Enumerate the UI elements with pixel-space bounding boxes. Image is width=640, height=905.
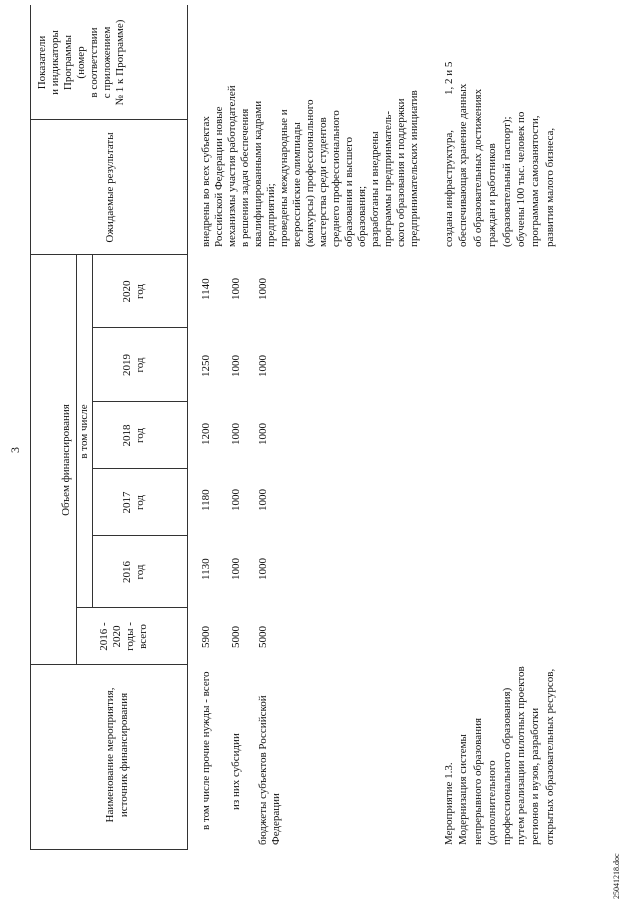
header-ind-2: и индикаторы <box>49 30 61 95</box>
row-2-2018: 1000 <box>230 423 242 445</box>
measure-line-3: непрерывного образования <box>471 717 484 845</box>
result-line-11: среднего профессионального <box>330 110 342 247</box>
result-line-12: образования и высшего <box>343 137 355 247</box>
header-2019-year: 2019 <box>121 354 133 376</box>
header-bottom-line <box>187 5 188 850</box>
result-line-10: мастерства среди студентов <box>317 117 329 247</box>
measure-line-6: путем реализации пилотных проектов <box>515 666 527 845</box>
row-2-2017: 1000 <box>230 489 242 511</box>
row-3-2019: 1000 <box>257 355 269 377</box>
result-line-8: всероссийские олимпиады <box>291 122 303 247</box>
measure-result-line-5: (образовательный паспорт); <box>500 116 513 247</box>
result-line-13: образования; <box>356 185 368 247</box>
measure-indicators: 1, 2 и 5 <box>443 61 455 95</box>
row-2-total: 5000 <box>230 626 242 648</box>
measure-result-line-2: обеспечивающая хранение данных <box>457 83 470 247</box>
header-2018-year: 2018 <box>121 424 133 447</box>
measure-line-7: регионов и вузов, разработки <box>529 707 542 845</box>
page-number: 3 <box>8 447 22 453</box>
measure-line-8: открытых образовательных ресурсов, <box>543 668 556 845</box>
measure-result-line-3: об образовательных достижениях <box>471 88 484 247</box>
row-3-name-2: Федерации <box>270 793 282 845</box>
header-total-4: всего <box>137 624 149 649</box>
result-line-2: Российской Федерации новые <box>213 106 225 247</box>
header-2017-god: год <box>134 494 146 511</box>
row-3-total: 5000 <box>257 626 269 648</box>
header-ind-3: Программы <box>62 34 74 91</box>
row-2-name: из них субсидии <box>230 733 242 810</box>
result-line-3: механизмы участия работодателей <box>226 85 238 247</box>
result-line-15: программы предпринматель- <box>382 110 394 247</box>
result-line-1: внедрены во всех субъектах <box>200 116 212 247</box>
row-1-name: в том числе прочие нужды - всего <box>200 671 212 830</box>
measure-result-line-4: граждан и работников <box>486 143 499 247</box>
row-1-2017: 1180 <box>200 489 212 511</box>
result-line-14: разработаны и внедрены <box>369 131 381 247</box>
header-results: Ожидаемые результаты <box>104 132 116 243</box>
header-name-2: источник финансирования <box>118 692 130 818</box>
header-total-2: 2020 <box>111 625 123 648</box>
measure-line-5: профессионального образования) <box>500 687 513 845</box>
row-3-2017: 1000 <box>257 489 269 511</box>
measure-line-2: Модернизация системы <box>457 734 470 845</box>
row-3-2016: 1000 <box>257 558 269 580</box>
header-including: в том числе <box>78 404 90 459</box>
header-2020-god: год <box>134 283 146 300</box>
row-1-total: 5900 <box>200 626 212 648</box>
result-line-7: проведены международные и <box>278 109 290 247</box>
header-ind-7: № 1 к Программе) <box>114 19 126 106</box>
header-2016-year: 2016 <box>121 561 133 583</box>
measure-result-line-7: программам самозанятости, <box>529 115 542 247</box>
row-1-2019: 1250 <box>200 355 212 377</box>
header-ind-6: с приложением <box>101 26 113 99</box>
result-line-16: ского образования и поддержки <box>395 98 407 247</box>
row-1-2018: 1200 <box>200 423 212 445</box>
funding-line <box>76 255 77 665</box>
header-2018-god: год <box>134 427 146 444</box>
result-line-5: квалифицированными кадрами <box>252 100 264 247</box>
row-3-2018: 1000 <box>257 423 269 445</box>
row-3-name: бюджеты субъектов Российской <box>257 695 269 845</box>
measure-result-line-8: развития малого бизнеса, <box>543 127 556 247</box>
result-line-9: (конкурсы) профессионального <box>304 99 316 247</box>
header-funding: Объем финансирования <box>60 404 72 516</box>
header-2019-god: год <box>134 357 146 373</box>
header-ind-4: (номер <box>75 46 87 79</box>
row-1-2020: 1140 <box>200 278 212 300</box>
header-ind-1: Показатели <box>36 35 48 90</box>
result-line-17: предпринимательских инициатив <box>408 90 420 247</box>
row-2-2016: 1000 <box>230 558 242 580</box>
row-3-2020: 1000 <box>257 278 269 300</box>
including-line <box>92 255 93 608</box>
footer-doc-name: 25041218.doc <box>612 853 621 899</box>
header-2020-year: 2020 <box>121 280 133 303</box>
row-2-2020: 1000 <box>230 278 242 300</box>
result-line-6: предприятий; <box>265 183 277 247</box>
measure-line-1: Мероприятие 1.3. <box>443 762 455 845</box>
row-2-2019: 1000 <box>230 355 242 377</box>
header-2016-god: год <box>134 564 146 580</box>
table-top-line <box>30 5 31 850</box>
header-name-1: Наименование мероприятия, <box>104 687 116 823</box>
row-1-2016: 1130 <box>200 558 212 580</box>
result-line-4: в решении задач обеспечения <box>239 108 251 247</box>
measure-result-line-6: обучены 100 тыс. человек по <box>515 111 527 247</box>
measure-result-line-1: создана инфраструктура, <box>443 130 455 247</box>
header-2017-year: 2017 <box>121 491 133 514</box>
left-border <box>30 849 188 850</box>
header-ind-5: в соответствии <box>88 27 100 98</box>
measure-line-4: (дополнительного <box>486 760 499 845</box>
header-total-1: 2016 - <box>98 622 110 651</box>
header-total-3: годы - <box>124 622 136 651</box>
